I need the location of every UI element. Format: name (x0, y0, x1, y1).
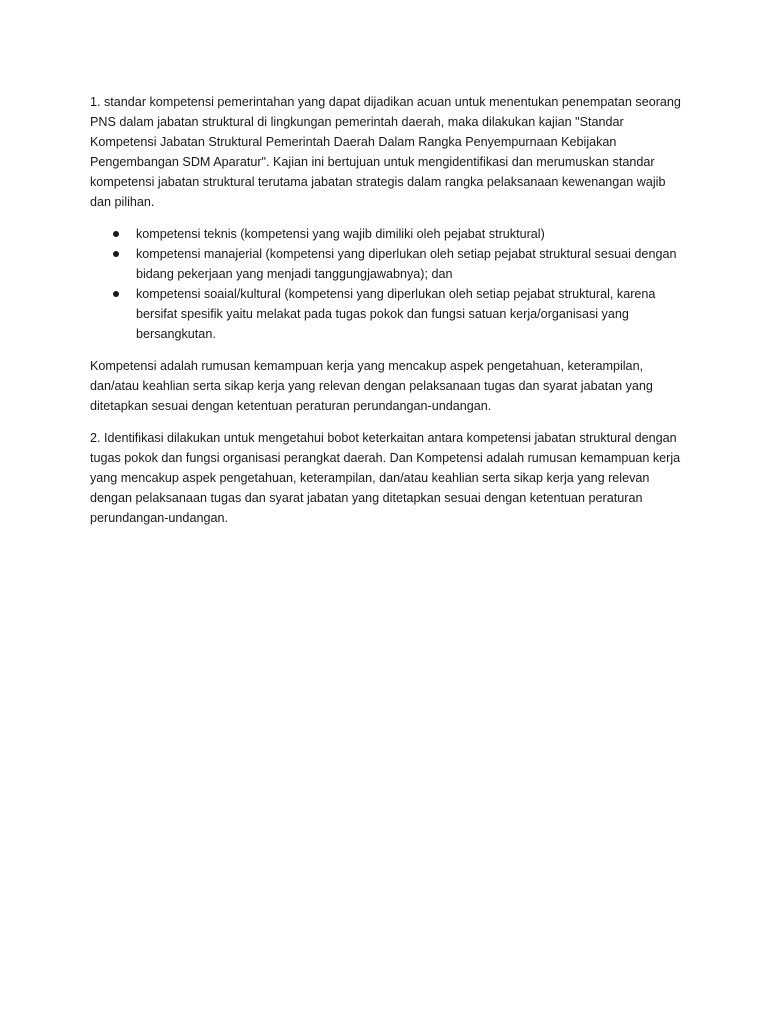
bullet-text: kompetensi soaial/kultural (kompetensi yang diperlukan oleh setiap pejabat struktural, karena bersifat spesifik yaitu melakat pada tugas pokok dan fungsi satuan kerja/organisasi yang bersangkutan. (136, 287, 656, 341)
bullet-text: kompetensi manajerial (kompetensi yang diperlukan oleh setiap pejabat struktural sesuai dengan bidang pekerjaan yang menjadi tanggungjawabnya); dan (136, 247, 677, 281)
bullet-item-sosial-kultural (90, 284, 682, 344)
competency-bullet-list (90, 224, 682, 344)
paragraph-3: 2. Identifikasi dilakukan untuk mengetahui bobot keterkaitan antara kompetensi jabatan struktural dengan tugas pokok dan fungsi organisasi perangkat daerah. Dan Kompetensi adalah rumusan kemampuan kerja yang mencakup aspek pengetahuan, keterampilan, dan/atau keahlian serta sikap kerja yang relevan dengan pelaksanaan tugas dan syarat jabatan yang ditetapkan sesuai dengan ketentuan peraturan perundangan-undangan. (90, 431, 681, 525)
paragraph-1: 1. standar kompetensi pemerintahan yang dapat dijadikan acuan untuk menentukan penempatan seorang PNS dalam jabatan struktural di lingkungan pemerintah daerah, maka dilakukan kajian "Standar Kompetensi Jabatan Struktural Pemerintah Daerah Dalam Rangka Penyempurnaan Kebijakan Pengembangan SDM Aparatur". Kajian ini bertujuan untuk mengidentifikasi dan merumuskan standar kompetensi jabatan struktural terutama jabatan strategis dalam rangka pelaksanaan kewenangan wajib dan pilihan. (90, 95, 681, 209)
paragraph-2: Kompetensi adalah rumusan kemampuan kerja yang mencakup aspek pengetahuan, keterampilan, dan/atau keahlian serta sikap kerja yang relevan dengan pelaksanaan tugas dan syarat jabatan yang ditetapkan sesuai dengan ketentuan peraturan perundangan-undangan. (90, 359, 653, 413)
bullet-item-teknis (90, 224, 682, 244)
bullet-text: kompetensi teknis (kompetensi yang wajib dimiliki oleh pejabat struktural) (136, 227, 545, 241)
bullet-dot-icon (113, 231, 119, 237)
document-page (90, 92, 682, 540)
bullet-dot-icon (113, 251, 119, 257)
bullet-dot-icon (113, 291, 119, 297)
bullet-item-manajerial (90, 244, 682, 284)
